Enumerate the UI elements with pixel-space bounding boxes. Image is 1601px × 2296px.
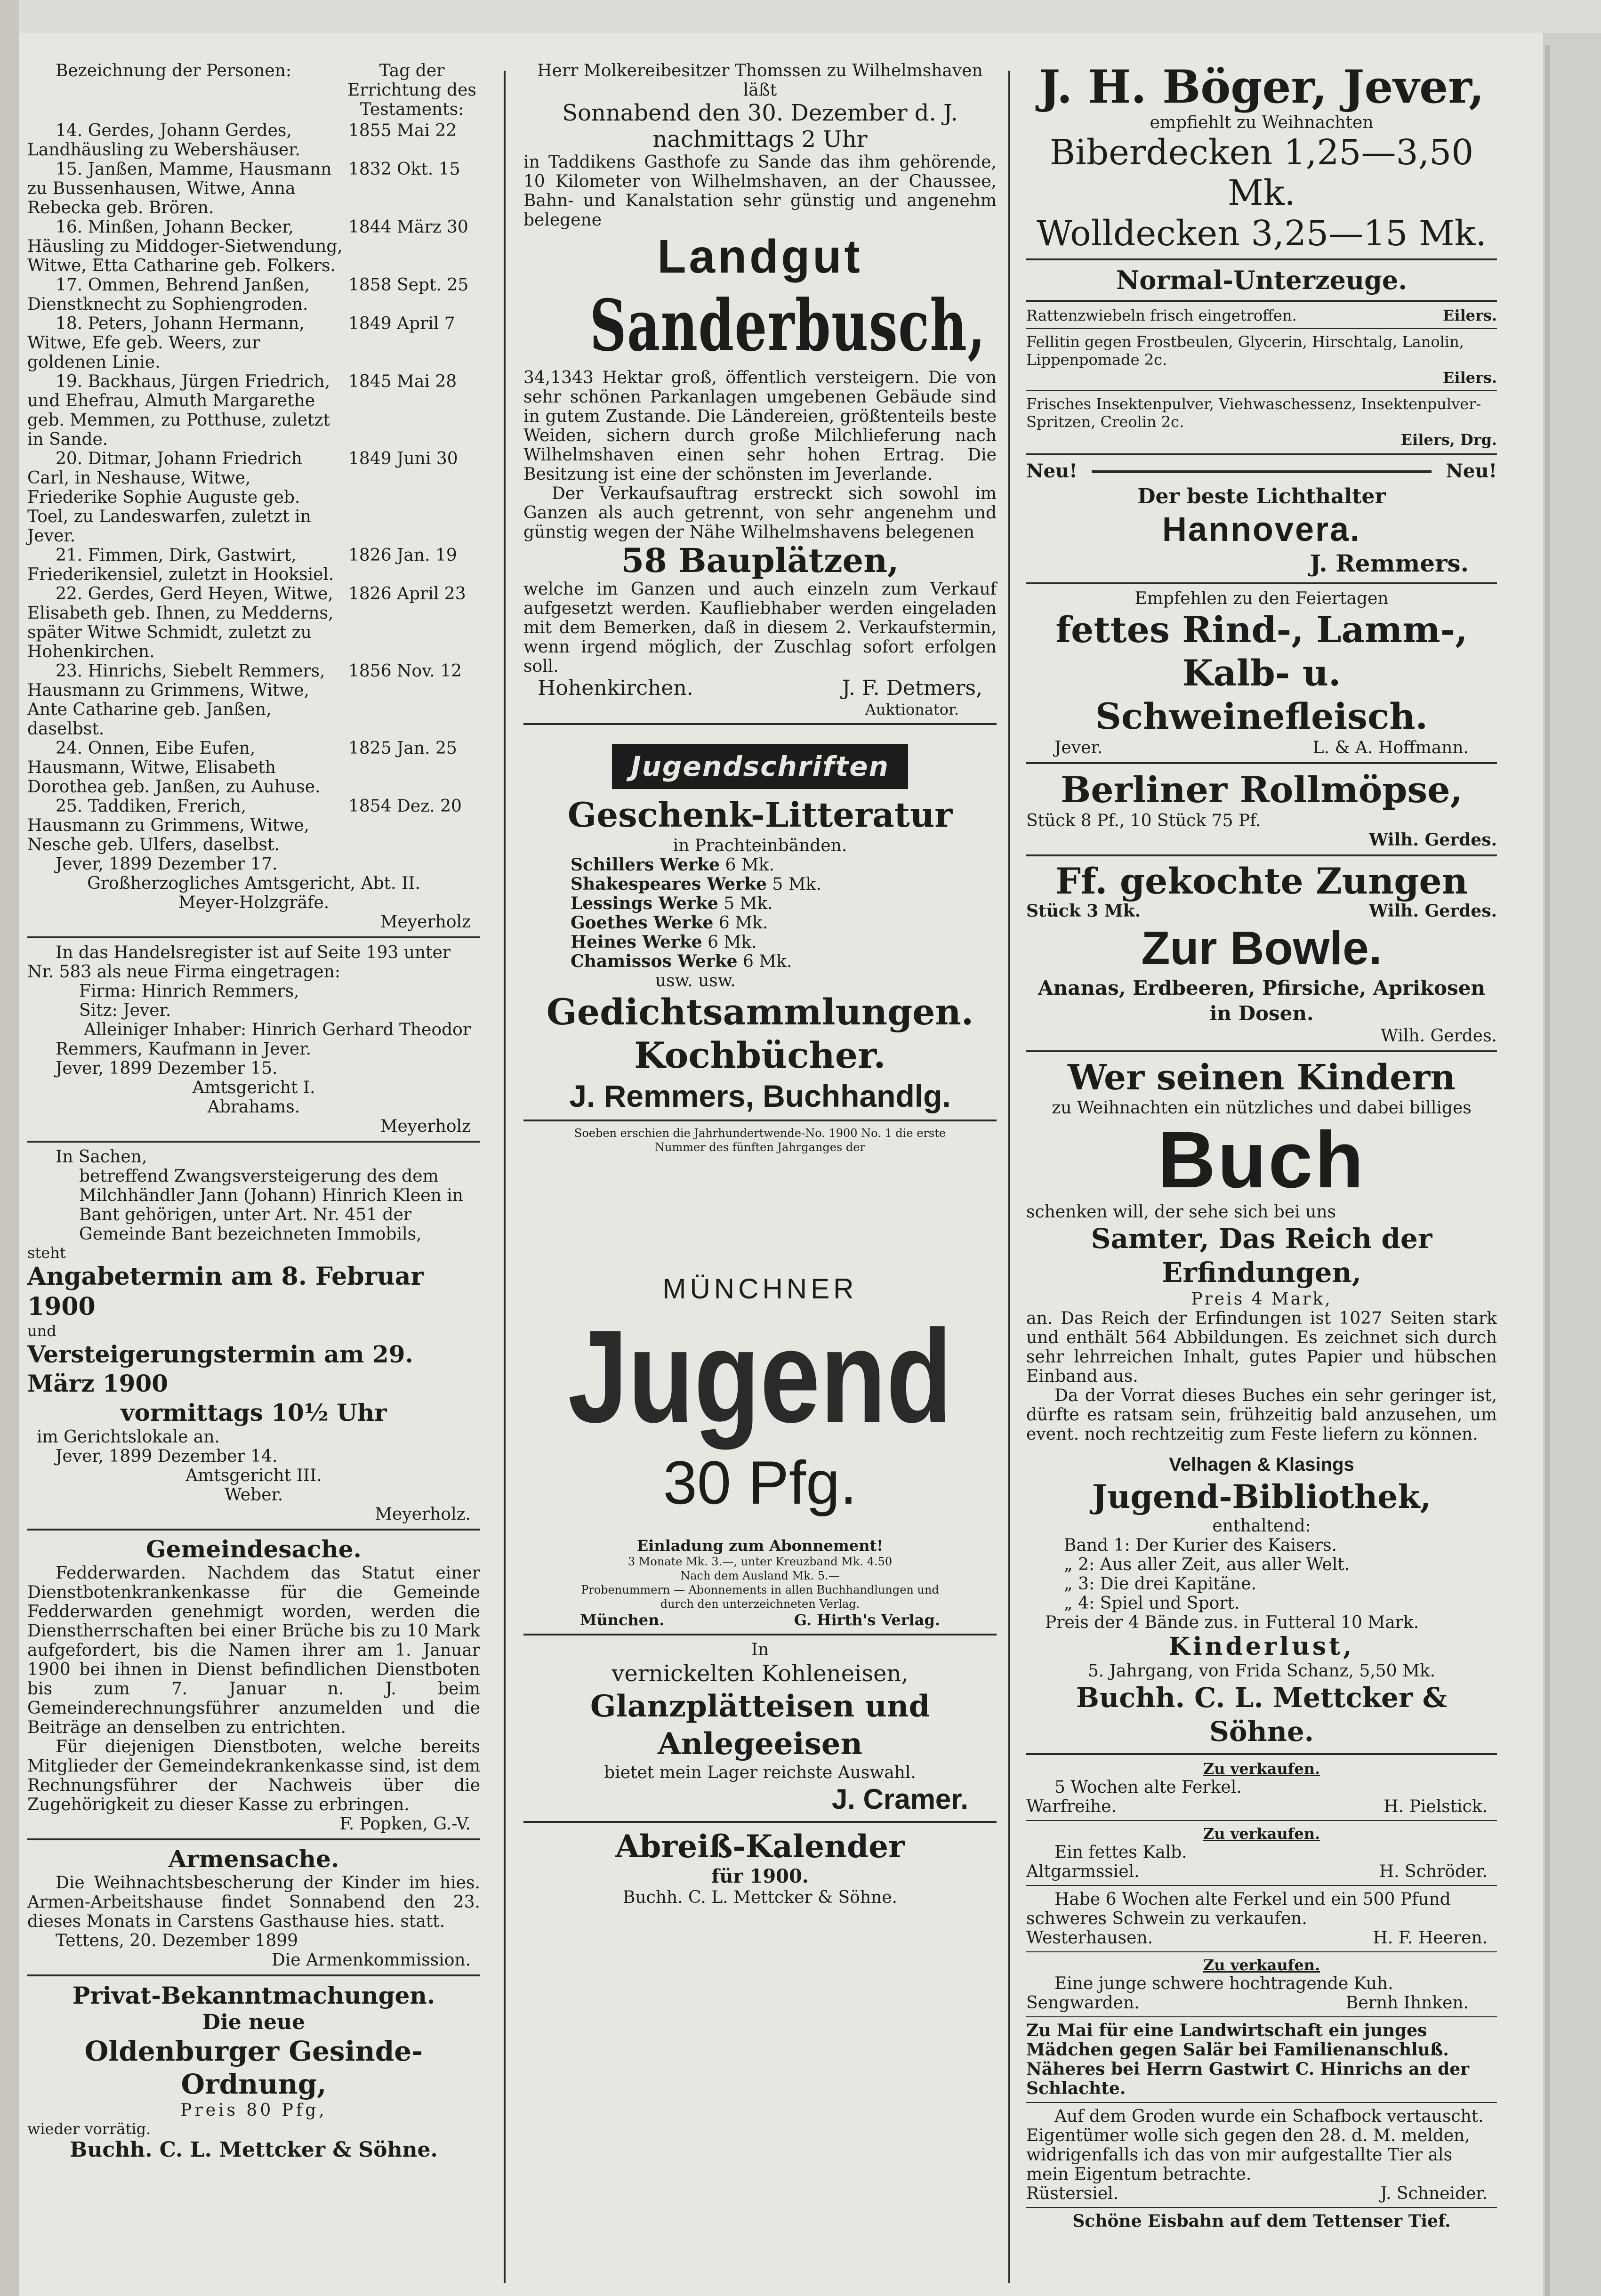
armen-sign: Die Armenkommission. [272, 1950, 471, 1970]
schneider: J. Schneider. [1380, 2184, 1488, 2203]
kuh-line: Eine junge schwere hochtragende Kuh. [1054, 1974, 1393, 1993]
kalb-heading: Kalb- u. Schweinefleisch. [1095, 652, 1428, 737]
band-item: Band 1: Der Kurier des Kaisers. [1064, 1536, 1337, 1555]
gerdes-2: Wilh. Gerdes. [1369, 901, 1497, 921]
gesinde-wieder: wieder vorrätig. [27, 2120, 151, 2138]
gerdes-3: Wilh. Gerdes. [1380, 1026, 1497, 1046]
testament-clerk: Meyerholz [380, 912, 471, 932]
handel-inhaber: Alleiniger Inhaber: Hinrich Gerhard Theodor Remmers, Kaufmann in Jever. [56, 1020, 471, 1059]
abreiss-mettcker: Buchh. C. L. Mettcker & Söhne. [623, 1888, 897, 1907]
fellitin-text: Fellitin gegen Frostbeulen, Glycerin, Hirschtalg, Lanolin, Lippenpomade 2c. [1026, 333, 1464, 369]
pielstick: H. Pielstick. [1384, 1797, 1488, 1816]
velhagen-line: Velhagen & Klasings [1169, 1454, 1354, 1475]
works-item-name: Lessings Werke [571, 894, 718, 913]
testament-entry [27, 449, 480, 546]
band-item: „ 2: Aus aller Zeit, aus aller Welt. [1064, 1555, 1350, 1574]
verkauf-text: Der Verkaufsauftrag erstreckt sich sowohl im Ganzen als auch getrennt, von sehr angenehm und günstig wegen der Nähe Wilhelmshavens belegenen [523, 484, 997, 542]
heeren-row [1026, 1928, 1497, 1948]
testament-entry-text: 24. Onnen, Eibe Eufen, Hausmann, Witwe, Elisabeth Dorothea geb. Janßen, zu Auhuse. [27, 739, 321, 797]
testament-entry-date: 1849 Juni 30 [348, 449, 458, 468]
column-divider-2 [1008, 71, 1010, 2283]
divider [27, 1838, 480, 1840]
testament-entry-date: 1845 Mai 28 [348, 372, 457, 391]
usw-line: usw. usw. [655, 971, 736, 991]
testament-entry-text: 20. Ditmar, Johann Friedrich Carl, in Neshause, Witwe, Friederike Sophie Auguste geb. Toel, zu Landeswarfen, zuletzt in Jever. [27, 449, 311, 546]
koch-heading: Kochbücher. [634, 1034, 886, 1076]
sachen-steht: steht [27, 1244, 66, 1262]
divider [27, 1529, 480, 1531]
works-item-price: 5 Mk. [724, 894, 773, 913]
ratten-row [1026, 306, 1497, 324]
testament-court: Großherzogliches Amtsgericht, Abt. II. [87, 874, 420, 893]
heeren: H. F. Heeren. [1373, 1928, 1488, 1948]
gedicht-heading: Gedichtsammlungen. [546, 991, 974, 1033]
hirth-verlag: G. Hirth's Verlag. [794, 1611, 940, 1629]
versteigerungstermin: Versteigerungstermin am 29. März 1900 [27, 1340, 413, 1397]
column-3 [1026, 61, 1497, 2231]
sachen-date: Jever, 1899 Dezember 14. [56, 1447, 278, 1466]
divider [1026, 582, 1497, 584]
right-page-edge [1543, 33, 1601, 2296]
anlege-heading: Anlegeeisen [658, 1726, 862, 1762]
divider [1026, 390, 1497, 391]
rollmoepse-heading: Berliner Rollmöpse, [1061, 769, 1463, 811]
hoffmann-row [1026, 738, 1497, 757]
rollmoepse-stueck: Stück 8 Pf., 10 Stück 75 Pf. [1026, 811, 1261, 830]
testament-judge: Meyer-Holzgräfe. [178, 893, 330, 912]
kalb-line: Ein fettes Kalb. [1054, 1843, 1187, 1862]
testament-entry-date: 1858 Sept. 25 [348, 275, 469, 295]
pracht-line: in Prachteinbänden. [673, 836, 847, 855]
divider [1026, 1885, 1497, 1886]
band-item: „ 3: Die drei Kapitäne. [1064, 1574, 1256, 1594]
works-item-name: Shakespeares Werke [571, 874, 767, 894]
abreiss-heading: Abreiß-Kalender [615, 1828, 905, 1865]
divider [1026, 453, 1497, 455]
testament-entry-text: 19. Backhaus, Jürgen Friedrich, und Ehefrau, Almuth Margarethe geb. Memmen, zu Potthuse, zuletzt in Sande. [27, 372, 330, 449]
sachen-court: Amtsgericht III. [185, 1466, 322, 1485]
ratten-text: Rattenzwiebeln frisch eingetroffen. [1026, 306, 1297, 324]
hohenkirchen: Hohenkirchen. [538, 676, 693, 700]
neu-bar [1092, 470, 1432, 473]
einladung-line: Einladung zum Abonnement! [636, 1537, 884, 1555]
testament-entry [27, 160, 480, 218]
detmers-name: J. F. Detmers, [842, 676, 982, 700]
herr-line: Herr Molkereibesitzer Thomssen zu Wilhelmshaven läßt [537, 61, 983, 100]
works-item-name: Chamissos Werke [571, 951, 738, 971]
testament-entry-date: 1856 Nov. 12 [348, 661, 462, 681]
angabetermin: Angabetermin am 8. Februar 1900 [27, 1262, 424, 1321]
jever-label: Jever. [1054, 738, 1103, 757]
gesinde-buchh: Buchh. C. L. Mettcker & Söhne. [70, 2138, 438, 2162]
sonnabend-line: Sonnabend den 30. Dezember d. J. [562, 100, 958, 126]
testament-entry-date: 1826 April 23 [348, 584, 466, 604]
altgarmssiel: Altgarmssiel. [1026, 1862, 1140, 1881]
armen-date: Tettens, 20. Dezember 1899 [56, 1931, 298, 1950]
works-item-name: Goethes Werke [571, 913, 714, 933]
ruestersiel: Rüstersiel. [1026, 2184, 1118, 2203]
vormittags: vormittags 10½ Uhr [121, 1399, 387, 1426]
neu-left: Neu! [1026, 460, 1078, 482]
preis-baende: Preis der 4 Bände zus. in Futteral 10 Mark. [1045, 1613, 1419, 1632]
jahrgang-line: 5. Jahrgang, von Frida Schanz, 5,50 Mk. [1087, 1661, 1436, 1681]
zuv-2-title: Zu verkaufen. [1203, 1825, 1320, 1843]
wer-heading: Wer seinen Kindern [1067, 1057, 1456, 1098]
testament-entry [27, 584, 480, 661]
testament-entry-date: 1826 Jan. 19 [348, 546, 457, 565]
gesinde-preis: Preis 80 Pfg, [180, 2101, 327, 2120]
bauplaetze-heading: 58 Bauplätzen, [621, 541, 899, 580]
gerdes-1: Wilh. Gerdes. [1369, 830, 1497, 850]
westerhausen: Westerhausen. [1026, 1928, 1153, 1948]
neu-right: Neu! [1446, 460, 1497, 482]
divider [523, 1634, 997, 1635]
weihnachten-line: zu Weihnachten ein nützliches und dabei billiges [1052, 1098, 1472, 1118]
remmers-lichthalter: J. Remmers. [1310, 549, 1469, 577]
top-strip [19, 0, 1601, 33]
kinderlust-heading: Kinderlust, [1168, 1632, 1355, 1661]
sachen-judge: Weber. [224, 1485, 283, 1505]
normal-heading: Normal-Unterzeuge. [1116, 265, 1408, 295]
hoffmann-name: L. & A. Hoffmann. [1312, 738, 1469, 757]
testament-entry-text: 17. Ommen, Behrend Janßen, Dienstknecht zu Sophiengroden. [27, 275, 310, 314]
testament-entry [27, 275, 480, 314]
testament-entry [27, 661, 480, 739]
gemeinde-title: Gemeindesache. [146, 1535, 362, 1563]
right-page-shadow [1545, 45, 1550, 2296]
ihnken-row [1026, 1993, 1497, 2013]
testament-place-date: Jever, 1899 Dezember 17. [56, 854, 278, 874]
testament-entries [27, 121, 480, 854]
works-item [571, 894, 997, 913]
nachmittags-line: nachmittags 2 Uhr [652, 126, 868, 153]
in-line: In [751, 1640, 769, 1660]
jugendschriften-label: Jugendschriften [612, 744, 908, 789]
divider [1026, 1050, 1497, 1052]
armen-text: Die Weihnachtsbescherung der Kinder im hies. Armen-Arbeitshause findet Sonnabend den 23. dieses Monats in Carstens Gasthause hies. statt. [27, 1873, 480, 1931]
handel-judge: Abrahams. [207, 1097, 300, 1117]
column-1 [27, 61, 480, 2162]
testament-entry [27, 739, 480, 797]
schroeder-row [1026, 1862, 1497, 1881]
divider [1026, 1951, 1497, 1952]
reich-text: an. Das Reich der Erfindungen ist 1027 Seiten stark und enthält 564 Abbildungen. Es zeichnet sich durch sehr lehrreichen Inhalt, gutes Papier und hübschen Einband aus. [1026, 1309, 1497, 1386]
sachen-text: betreffend Zwangsversteigerung des dem Milchhändler Jann (Johann) Hinrich Kleen in Bant gehörigen, unter Art. Nr. 451 der Gemeinde Bant bezeichneten Immobils, [79, 1167, 463, 1244]
jugend-title: Jugend [568, 1303, 952, 1450]
privat-title: Privat-Bekanntmachungen. [72, 1982, 435, 2009]
column-divider-1 [504, 71, 506, 2283]
eilers-2: Eilers. [1442, 369, 1497, 387]
works-list [523, 855, 997, 971]
divider [1026, 854, 1497, 856]
divider [1026, 328, 1497, 329]
divider [1026, 258, 1497, 260]
divider [1026, 1753, 1497, 1755]
works-item-price: 6 Mk. [742, 952, 792, 971]
warfreihe: Warfreihe. [1026, 1797, 1117, 1816]
works-item [571, 933, 997, 952]
works-item [571, 855, 997, 875]
detmers-line [523, 676, 997, 701]
left-margin [0, 0, 19, 2296]
sachen-intro: In Sachen, [56, 1147, 147, 1167]
muenchner-label: MÜNCHNER [662, 1273, 858, 1305]
sanderbusch-heading: Sanderbusch, [589, 284, 986, 367]
testament-entry-text: 14. Gerdes, Johann Gerdes, Landhäusling zu Webershäuser. [27, 121, 300, 160]
divider [27, 1974, 480, 1976]
bowle-heading: Zur Bowle. [1141, 922, 1382, 975]
divider [1026, 1820, 1497, 1821]
works-item-price: 5 Mk. [772, 875, 821, 894]
handel-firma: Firma: Hinrich Remmers, [79, 982, 299, 1001]
auktionator: Auktionator. [865, 701, 959, 718]
handel-intro: In das Handelsregister ist auf Seite 193 unter Nr. 583 als neue Firma eingetragen: [27, 943, 451, 982]
sachen-und: und [27, 1322, 56, 1340]
empfehlen-line: Empfehlen zu den Feiertagen [1134, 589, 1389, 608]
schneider-row [1026, 2184, 1497, 2203]
testament-entry-date: 1849 April 7 [348, 314, 455, 333]
soeben-text: Soeben erschien die Jahrhundertwende-No. 1900 No. 1 die erste Nummer des fünften Jahrganges der [574, 1127, 946, 1154]
abreiss-year: für 1900. [711, 1865, 809, 1887]
divider [1026, 2102, 1497, 2103]
handel-court: Amtsgericht I. [192, 1078, 315, 1097]
divider [523, 1821, 997, 1823]
sengwarden: Sengwarden. [1026, 1993, 1140, 2013]
works-item [571, 913, 997, 933]
testament-entry [27, 314, 480, 372]
samter-preis: Preis 4 Mark, [1191, 1289, 1332, 1309]
geschenk-heading: Geschenk-Litteratur [567, 795, 953, 835]
enthaltend-line: enthaltend: [1212, 1516, 1311, 1536]
divider [523, 723, 997, 725]
jugendbib-heading: Jugend-Bibliothek, [1092, 1478, 1432, 1516]
testament-entry-text: 25. Taddiken, Frerich, Hausmann zu Grimmens, Witwe, Nesche geb. Ulfers, daselbst. [27, 797, 310, 854]
pielstick-row [1026, 1797, 1497, 1816]
jugend-price: 30 Pfg. [663, 1448, 857, 1517]
works-item-price: 6 Mk. [725, 855, 774, 875]
divider [1026, 300, 1497, 302]
testament-entry-date: 1832 Okt. 15 [348, 160, 460, 179]
ananas-line: Ananas, Erdbeeren, Pfirsiche, Aprikosen in Dosen. [1038, 976, 1485, 1025]
eilers-1: Eilers. [1442, 306, 1497, 324]
mettcker-heading: Buchh. C. L. Mettcker & Söhne. [1076, 1682, 1448, 1748]
works-item [571, 952, 997, 971]
works-item-name: Schillers Werke [571, 855, 720, 875]
zuv-3-title: Zu verkaufen. [1203, 1956, 1320, 1974]
probe-line: Probenummern — Abonnements in allen Buchhandlungen und durch den unterzeichneten Verlag. [581, 1583, 939, 1611]
band-item: „ 4: Spiel und Sport. [1064, 1594, 1240, 1613]
testament-entry-text: 16. Minßen, Johann Becker, Häusling zu Middoger-Sietwendung, Witwe, Etta Catharine geb. Folkers. [27, 218, 343, 275]
divider [1026, 762, 1497, 764]
header-date: Tag der Errichtung des Testaments: [347, 61, 476, 119]
cramer-name: J. Cramer. [831, 1783, 968, 1815]
works-item [571, 875, 997, 894]
baende-list [1026, 1536, 1497, 1613]
divider [1026, 2207, 1497, 2208]
wochen-line: 5 Wochen alte Ferkel. [1054, 1778, 1242, 1797]
landgut-heading: Landgut [657, 230, 863, 283]
testament-entry-text: 21. Fimmen, Dirk, Gastwirt, Friederikensiel, zuletzt in Hooksiel. [27, 546, 334, 584]
handel-date: Jever, 1899 Dezember 15. [56, 1059, 278, 1078]
divider [523, 1120, 997, 1121]
testament-entry-date: 1854 Dez. 20 [348, 797, 462, 816]
testament-entry [27, 546, 480, 584]
testament-entry-text: 23. Hinrichs, Siebelt Remmers, Hausmann zu Grimmens, Witwe, Ante Catharine geb. Janßen, daselbst. [27, 661, 325, 739]
welche-text: welche im Ganzen und auch einzeln zum Verkauf aufgesetzt werden. Kaufliebhaber werden eingeladen mit dem Bemerken, daß in diesem 2. Verkaufstermin, wenn irgend möglich, der Zuschlag sofort erfolgen soll. [523, 580, 997, 676]
taddiken-text: in Taddikens Gasthofe zu Sande das ihm gehörende, 10 Kilometer von Wilhelmshaven, an der Chaussee, Bahn- und Kanalstation sehr günstig und angenehm belegene [523, 153, 997, 230]
biber-line: Biberdecken 1,25—3,50 Mk. [1049, 132, 1474, 213]
gerichtslokale: im Gerichtslokale an. [37, 1427, 220, 1447]
buch-heading: Buch [1158, 1115, 1366, 1205]
gemeinde-text-2: Für diejenigen Dienstboten, welche bereits Mitglieder der Gemeindekrankenkasse sind, ist dem Rechnungsführer der Nachweis über die Zugehörigkeit zu dieser Kasse zu erbringen. [27, 1737, 480, 1814]
zuv-1-title: Zu verkaufen. [1203, 1760, 1320, 1778]
samter-heading: Samter, Das Reich der Erfindungen, [1091, 1223, 1432, 1289]
column-2 [523, 61, 997, 1907]
schroeder: H. Schröder. [1379, 1862, 1488, 1881]
lager-line: bietet mein Lager reichste Auswahl. [604, 1763, 916, 1782]
boeger-heading: J. H. Böger, Jever, [1038, 60, 1485, 113]
divider [27, 1141, 480, 1143]
privat-neue: Die neue [202, 2010, 306, 2034]
vorrat-text: Da der Vorrat dieses Buches ein sehr geringer ist, dürfte es ratsam sein, frühzeitig bald anzusehen, um event. noch rechtzeitig zum Feste liefern zu können. [1026, 1386, 1497, 1444]
handel-clerk: Meyerholz [380, 1117, 471, 1136]
divider [27, 936, 480, 938]
testament-entry-text: 15. Janßen, Mamme, Hausmann zu Bussenhausen, Witwe, Anna Rebecka geb. Brören. [27, 160, 332, 218]
testament-entry [27, 121, 480, 160]
testament-entry [27, 797, 480, 854]
gesinde-ordnung: Oldenburger Gesinde-Ordnung, [84, 2035, 423, 2100]
sachen-clerk: Meyerholz. [375, 1505, 471, 1524]
gemeinde-sign: F. Popken, G.-V. [339, 1814, 471, 1834]
muenchen: München. [580, 1611, 665, 1629]
woll-line: Wolldecken 3,25—15 Mk. [1037, 213, 1487, 254]
verlag-line [523, 1611, 997, 1629]
zungen-row [1026, 902, 1497, 921]
glanz-heading: Glanzplätteisen und [590, 1689, 930, 1724]
testament-entry-date: 1825 Jan. 25 [348, 739, 457, 758]
divider [1026, 2016, 1497, 2017]
empfiehlt-line: empfiehlt zu Weihnachten [1150, 113, 1374, 132]
gemeinde-text-1: Fedderwarden. Nachdem das Statut einer Dienstbotenkrankenkasse für die Gemeinde Fedderwarden genehmigt worden, werden die Dienstherrschaften bei einer Brüche bis zu 10 Mark aufgefordert, bis die Namen ihrer am 1. Januar 1900 bei ihnen in Dienst befindlichen Dienstboten bis zum 7. Januar n. J. beim Gemeinderechnungsführer anzumelden und die Beiträge an denselben zu entrichten. [27, 1563, 480, 1737]
zungen-stueck: Stück 3 Mk. [1026, 901, 1141, 921]
armen-title: Armensache. [168, 1845, 339, 1873]
testament-entry [27, 372, 480, 449]
works-item-name: Heines Werke [571, 932, 702, 952]
testament-header [27, 61, 480, 119]
mai-text: Zu Mai für eine Landwirtschaft ein junges Mädchen gegen Salär bei Familienanschluß. Näheres bei Herrn Gastwirt C. Hinrichs an der Schlachte. [1026, 2021, 1470, 2098]
testament-entry-date: 1855 Mai 22 [348, 121, 457, 140]
remmers-buchhandlung: J. Remmers, Buchhandlg. [569, 1079, 951, 1113]
schenken-line: schenken will, der sehe sich bei uns [1026, 1202, 1336, 1222]
habe-text: Habe 6 Wochen alte Ferkel und ein 500 Pfund schweres Schwein zu verkaufen. [1026, 1890, 1451, 1928]
jugendschriften-banner [523, 744, 997, 789]
header-persons: Bezeichnung der Personen: [56, 61, 292, 81]
lichthalter-line: Der beste Lichthalter [1137, 484, 1386, 508]
testament-entry-text: 22. Gerdes, Gerd Heyen, Witwe, Elisabeth geb. Ihnen, zu Medderns, später Witwe Schmidt, zuletzt zu Hohenkirchen. [27, 584, 334, 661]
neu-row [1026, 460, 1497, 483]
hannovera-heading: Hannovera. [1162, 511, 1361, 548]
ausland-line: Nach dem Ausland Mk. 5.— [680, 1569, 840, 1582]
zungen-heading: Ff. gekochte Zungen [1055, 860, 1468, 902]
testament-entry-text: 18. Peters, Johann Hermann, Witwe, Efe geb. Weers, zur goldenen Linie. [27, 314, 305, 372]
insekten-text: Frisches Insektenpulver, Viehwaschessenz, Insektenpulver-Spritzen, Creolin 2c. [1026, 395, 1481, 431]
handel-sitz: Sitz: Jever. [79, 1001, 171, 1020]
vernickelt-line: vernickelten Kohleneisen, [611, 1660, 909, 1687]
hektar-text: 34,1343 Hektar groß, öffentlich versteigern. Die von sehr schönen Parkanlagen umgebenen Gebäude sind in gutem Zustande. Die Ländereien, größtenteils beste Weiden, sichern durch große Milchlieferung nach Wilhelmshaven einen sehr hohen Ertrag. Die Besitzung ist eine der schönsten im Jeverlande. [523, 368, 997, 484]
fettes-heading: fettes Rind-, Lamm-, [1055, 609, 1468, 651]
eilers-3: Eilers, Drg. [1400, 431, 1497, 449]
works-item-price: 6 Mk. [708, 933, 757, 952]
ihnken: Bernh Ihnken. [1345, 1993, 1469, 2013]
works-item-price: 6 Mk. [718, 913, 768, 933]
testament-entry [27, 218, 480, 275]
eisbahn-line: Schöne Eisbahn auf dem Tettenser Tief. [1072, 2211, 1451, 2231]
groden-text: Auf dem Groden wurde ein Schafbock vertauscht. Eigentümer wolle sich gegen den 28. d. M. melden, widrigenfalls ich das von mir aufgestallte Tier als mein Eigentum betrachte. [1026, 2107, 1484, 2184]
monate-line: 3 Monate Mk. 3.—, unter Kreuzband Mk. 4.50 [628, 1555, 893, 1568]
testament-entry-date: 1844 März 30 [348, 218, 468, 237]
